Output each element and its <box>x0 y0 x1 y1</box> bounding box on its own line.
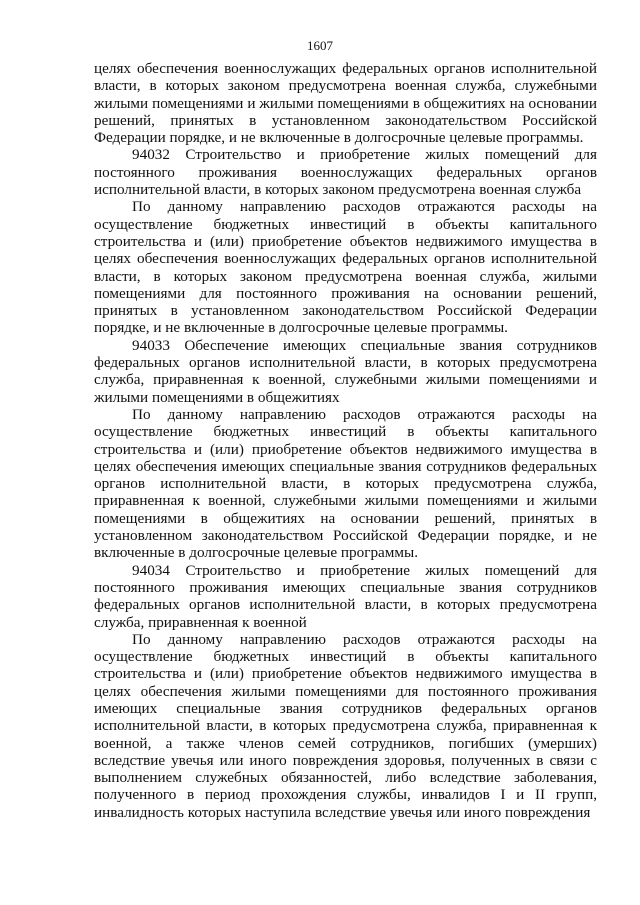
section-heading-94034: 94034 Строительство и приобретение жилых помещений для постоянного проживания имеющих специальные звания сотрудников федеральных органов исполнительной власти, в которых предусмотрена служба, приравненная к военной <box>94 561 597 631</box>
section-heading-94033: 94033 Обеспечение имеющих специальные звания сотрудников федеральных органов исполнительной власти, в которых предусмотрена служба, приравненная к военной, служебными жилыми помещениями и жилыми помещениями в общежитиях <box>94 336 597 406</box>
paragraph-94032-description: По данному направлению расходов отражаются расходы на осуществление бюджетных инвестиций в объекты капитального строительства и (или) приобретение объектов недвижимого имущества в целях обеспечения военнослужащих федеральных органов исполнительной власти, в которых законом предусмотрена военная служба, жилыми помещениями для постоянного проживания на основании решений, принятых в установленном законодательством Российской Федерации порядке, и не включенные в долгосрочные целевые программы. <box>94 198 597 337</box>
paragraph-94033-description: По данному направлению расходов отражаются расходы на осуществление бюджетных инвестиций в объекты капитального строительства и (или) приобретение объектов недвижимого имущества в целях обеспечения имеющих специальные звания сотрудников федеральных органов исполнительной власти, в которых предусмотрена служба, приравненная к военной, служебными жилыми помещениями и жилыми помещениями в общежитиях на основании решений, принятых в установленном законодательством Российской Федерации порядке, и не включенные в долгосрочные целевые программы. <box>94 405 597 562</box>
page-number: 1607 <box>307 38 333 53</box>
section-heading-94032: 94032 Строительство и приобретение жилых помещений для постоянного проживания военнослужащих федеральных органов исполнительной власти, в которых законом предусмотрена военная служба <box>94 146 597 199</box>
paragraph-94034-description: По данному направлению расходов отражаются расходы на осуществление бюджетных инвестиций в объекты капитального строительства и (или) приобретение объектов недвижимого имущества в целях обеспечения жилыми помещениями для постоянного проживания имеющих специальные звания сотрудников федеральных органов исполнительной власти, в которых предусмотрена служба, приравненная к военной, а также членов семей сотрудников, погибших (умерших) вследствие увечья или иного повреждения здоровья, полученных в связи с выполнением служебных обязанностей, либо вследствие заболевания, полученного в период прохождения службы, инвалидов I и II групп, инвалидность которых наступила вследствие увечья или иного повреждения <box>94 630 597 821</box>
paragraph-continuation: целях обеспечения военнослужащих федеральных органов исполнительной власти, в которых законом предусмотрена военная служба, служебными жилыми помещениями и жилыми помещениями в общежитиях на основании решений, принятых в установленном законодательством Российской Федерации порядке, и не включенные в долгосрочные целевые программы. <box>94 60 597 147</box>
document-body <box>94 60 597 821</box>
